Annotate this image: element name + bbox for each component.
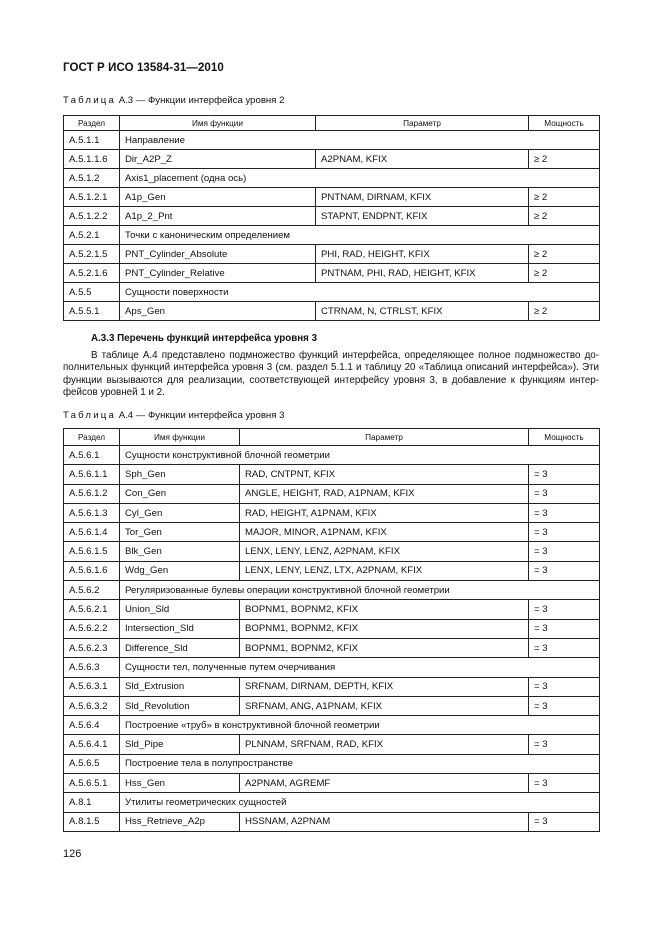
function-name-cell: Sld_Revolution [120,696,240,715]
function-name-cell: Cyl_Gen [120,503,240,522]
section-cell: A.8.1 [64,793,120,812]
function-name-cell: A1p_Gen [120,188,316,207]
table-a3-body [64,131,600,321]
power-cell: = 3 [529,542,600,561]
group-heading-cell: Axis1_placement (одна ось) [120,169,600,188]
group-heading-cell: Сущности поверхности [120,283,600,302]
section-cell: A.5.2.1.6 [64,264,120,283]
group-heading-cell: Утилиты геометрических сущностей [120,793,600,812]
section-cell: A.5.6.1.6 [64,561,120,580]
table-row [64,812,600,831]
function-name-cell: Intersection_Sld [120,619,240,638]
section-cell: A.5.6.2.3 [64,638,120,657]
table-row [64,446,600,465]
power-cell: = 3 [529,619,600,638]
parameter-cell: PLNNAM, SRFNAM, RAD, KFIX [240,735,529,754]
table-a3 [63,115,600,321]
section-cell: A.8.1.5 [64,812,120,831]
parameter-cell: BOPNM1, BOPNM2, KFIX [240,619,529,638]
section-cell: A.5.6.1.4 [64,523,120,542]
table-row [64,677,600,696]
section-cell: A.5.6.1.5 [64,542,120,561]
table-row [64,226,600,245]
function-name-cell: Dir_A2P_Z [120,150,316,169]
column-header: Параметр [316,116,529,131]
table-row [64,696,600,715]
section-cell: A.5.6.4.1 [64,735,120,754]
parameter-cell: HSSNAM, A2PNAM [240,812,529,831]
section-cell: A.5.6.1.2 [64,484,120,503]
paragraph-line: фейсов уровней 1 и 2. [63,386,165,398]
section-cell: A.5.6.5 [64,754,120,773]
table-a4-caption-text: А.4 — Функции интерфейса уровня 3 [118,410,285,421]
section-cell: A.5.2.1.5 [64,245,120,264]
parameter-cell: STAPNT, ENDPNT, KFIX [316,207,529,226]
power-cell: = 3 [529,638,600,657]
power-cell: = 3 [529,465,600,484]
parameter-cell: PHI, RAD, HEIGHT, KFIX [316,245,529,264]
table-row [64,619,600,638]
function-name-cell: A1p_2_Pnt [120,207,316,226]
function-name-cell: Wdg_Gen [120,561,240,580]
section-cell: A.5.6.4 [64,716,120,735]
parameter-cell: PNTNAM, PHI, RAD, HEIGHT, KFIX [316,264,529,283]
table-a4-body [64,446,600,832]
power-cell: = 3 [529,484,600,503]
table-row [64,188,600,207]
table-row [64,735,600,754]
function-name-cell: PNT_Cylinder_Absolute [120,245,316,264]
parameter-cell: SRFNAM, ANG, A1PNAM, KFIX [240,696,529,715]
table-row [64,465,600,484]
parameter-cell: LENX, LENY, LENZ, A2PNAM, KFIX [240,542,529,561]
column-header: Раздел [64,429,120,446]
group-heading-cell: Сущности конструктивной блочной геометрии [120,446,600,465]
function-name-cell: Sph_Gen [120,465,240,484]
parameter-cell: LENX, LENY, LENZ, LTX, A2PNAM, KFIX [240,561,529,580]
group-heading-cell: Построение «труб» в конструктивной блочной геометрии [120,716,600,735]
section-cell: A.5.1.1.6 [64,150,120,169]
power-cell: ≥ 2 [529,188,600,207]
table-row [64,245,600,264]
table-a3-caption-text: А.3 — Функции интерфейса уровня 2 [118,95,285,106]
function-name-cell: Aps_Gen [120,302,316,321]
section-cell: A.5.1.1 [64,131,120,150]
section-cell: A.5.6.3.2 [64,696,120,715]
table-row [64,638,600,657]
parameter-cell: A2PNAM, KFIX [316,150,529,169]
power-cell: = 3 [529,561,600,580]
parameter-cell: BOPNM1, BOPNM2, KFIX [240,638,529,657]
table-a3-caption [63,95,284,106]
power-cell: = 3 [529,774,600,793]
section-cell: A.5.6.5.1 [64,774,120,793]
page-number: 126 [63,848,82,860]
parameter-cell: PNTNAM, DIRNAM, KFIX [316,188,529,207]
power-cell: ≥ 2 [529,302,600,321]
section-cell: A.5.6.1 [64,446,120,465]
group-heading-cell: Сущности тел, полученные путем очерчивания [120,658,600,677]
paragraph-line: В таблице А.4 представлено подмножество функций интерфейса, определяющее полное подмножество до- [91,350,599,361]
section-cell: A.5.6.1.3 [64,503,120,522]
table-row [64,561,600,580]
function-name-cell: Hss_Gen [120,774,240,793]
function-name-cell: Sld_Extrusion [120,677,240,696]
function-name-cell: PNT_Cylinder_Relative [120,264,316,283]
column-header: Имя функции [120,116,316,131]
table-row [64,754,600,773]
power-cell: = 3 [529,503,600,522]
section-cell: A.5.1.2.1 [64,188,120,207]
table-row [64,581,600,600]
section-cell: A.5.5.1 [64,302,120,321]
table-row [64,716,600,735]
table-a4-caption [63,410,284,421]
power-cell: = 3 [529,600,600,619]
table-a3-header-row [64,116,600,131]
section-cell: A.5.1.2.2 [64,207,120,226]
power-cell: ≥ 2 [529,245,600,264]
power-cell: = 3 [529,812,600,831]
table-row [64,503,600,522]
group-heading-cell: Построение тела в полупространстве [120,754,600,773]
function-name-cell: Tor_Gen [120,523,240,542]
power-cell: ≥ 2 [529,207,600,226]
column-header: Мощность [529,429,600,446]
table-row [64,169,600,188]
column-header: Параметр [240,429,529,446]
table-row [64,600,600,619]
function-name-cell: Difference_Sld [120,638,240,657]
function-name-cell: Sld_Pipe [120,735,240,754]
section-cell: A.5.1.2 [64,169,120,188]
table-row [64,131,600,150]
section-subheading: А.3.3 Перечень функций интерфейса уровня 3 [91,333,318,344]
section-cell: A.5.5 [64,283,120,302]
paragraph-line: функции вызываются для реализации, соответствующей интерфейсу уровня 3, в добавление к функциям интер- [63,374,599,386]
paragraph-line: полнительных функций интерфейса уровня 3 (см. раздел 5.1.1 и таблицу 20 «Таблица описаний интерфейса»). Эти [63,362,599,374]
power-cell: ≥ 2 [529,264,600,283]
table-row [64,283,600,302]
power-cell: = 3 [529,696,600,715]
power-cell: ≥ 2 [529,150,600,169]
group-heading-cell: Направление [120,131,600,150]
table-row [64,484,600,503]
section-cell: A.5.6.2 [64,581,120,600]
parameter-cell: BOPNM1, BOPNM2, KFIX [240,600,529,619]
document-header: ГОСТ Р ИСО 13584-31—2010 [63,62,224,74]
section-cell: A.5.2.1 [64,226,120,245]
table-a4-header-row [64,429,600,446]
power-cell: = 3 [529,523,600,542]
table-row [64,774,600,793]
power-cell: = 3 [529,735,600,754]
function-name-cell: Con_Gen [120,484,240,503]
power-cell: = 3 [529,677,600,696]
parameter-cell: RAD, HEIGHT, A1PNAM, KFIX [240,503,529,522]
section-cell: A.5.6.1.1 [64,465,120,484]
body-paragraph [63,350,599,399]
function-name-cell: Union_Sld [120,600,240,619]
table-row [64,207,600,226]
parameter-cell: MAJOR, MINOR, A1PNAM, KFIX [240,523,529,542]
column-header: Раздел [64,116,120,131]
table-a3-caption-label: Таблица [63,95,117,106]
table-row [64,264,600,283]
column-header: Имя функции [120,429,240,446]
table-row [64,150,600,169]
column-header: Мощность [529,116,600,131]
table-row [64,523,600,542]
function-name-cell: Hss_Retrieve_A2p [120,812,240,831]
table-a4 [63,428,600,832]
section-cell: A.5.6.3 [64,658,120,677]
function-name-cell: Blk_Gen [120,542,240,561]
table-row [64,658,600,677]
table-a4-caption-label: Таблица [63,410,117,421]
parameter-cell: CTRNAM, N, CTRLST, KFIX [316,302,529,321]
group-heading-cell: Точки с каноническим определением [120,226,600,245]
table-row [64,793,600,812]
section-cell: A.5.6.2.1 [64,600,120,619]
section-cell: A.5.6.3.1 [64,677,120,696]
parameter-cell: SRFNAM, DIRNAM, DEPTH, KFIX [240,677,529,696]
table-row [64,302,600,321]
table-row [64,542,600,561]
parameter-cell: RAD, CNTPNT, KFIX [240,465,529,484]
parameter-cell: A2PNAM, AGREMF [240,774,529,793]
group-heading-cell: Регуляризованные булевы операции конструктивной блочной геометрии [120,581,600,600]
section-cell: A.5.6.2.2 [64,619,120,638]
parameter-cell: ANGLE, HEIGHT, RAD, A1PNAM, KFIX [240,484,529,503]
